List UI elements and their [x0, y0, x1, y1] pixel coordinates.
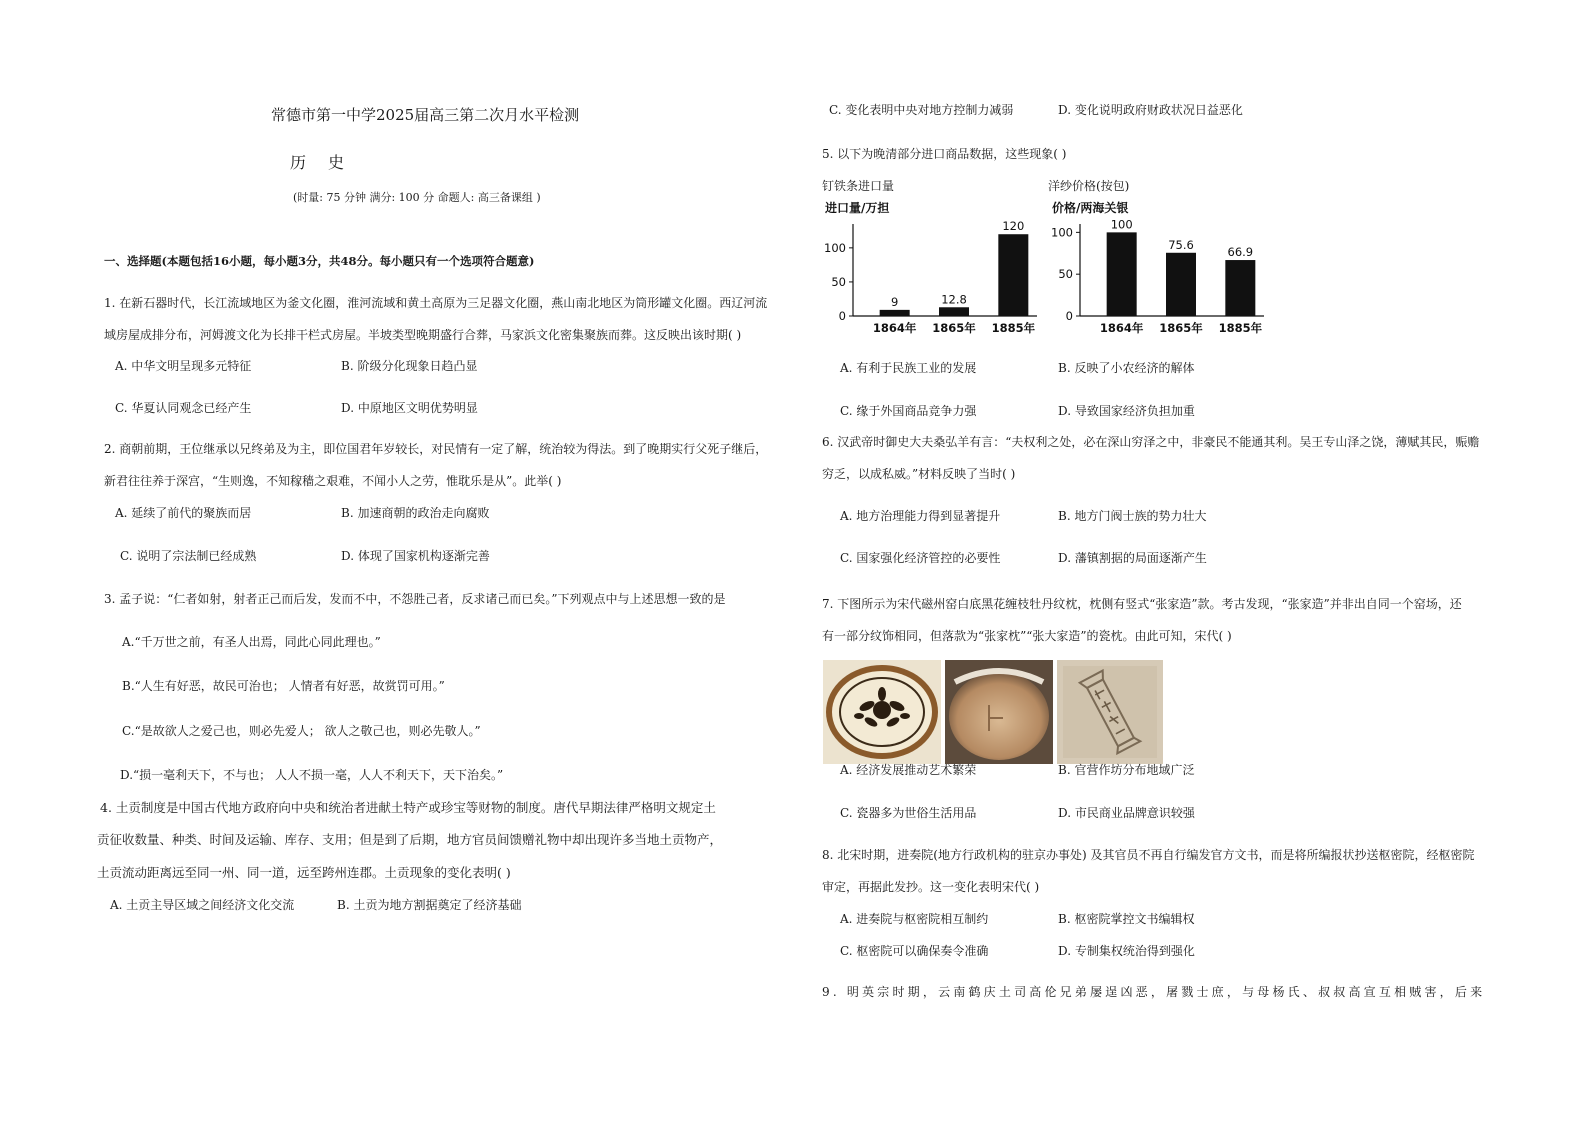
option-c[interactable]: C. 瓷器多为世俗生活用品	[840, 806, 977, 820]
x-tick-label: 1865年	[932, 321, 976, 335]
option-d[interactable]: D. 专制集权统治得到强化	[1058, 944, 1195, 958]
option-d[interactable]: D. 藩镇割据的局面逐渐产生	[1058, 551, 1207, 565]
option-a[interactable]: A. 地方治理能力得到显著提升	[840, 509, 1001, 523]
option-c[interactable]: C. 枢密院可以确保奏令准确	[840, 944, 989, 958]
pillow-top-image	[823, 660, 941, 764]
option-d[interactable]: D. 导致国家经济负担加重	[1058, 404, 1195, 418]
option-c[interactable]: C. 缘于外国商品竞争力强	[840, 404, 977, 418]
y-tick-label: 100	[824, 240, 846, 255]
option-b[interactable]: B. 枢密院掌控文书编辑权	[1058, 912, 1195, 926]
option-b[interactable]: B. 加速商朝的政治走向腐败	[341, 506, 490, 520]
bar	[880, 310, 910, 316]
option-c[interactable]: C.“是故欲人之爱己也，则必先爱人； 欲人之敬己也，则必先敬人。”	[122, 724, 481, 738]
option-d[interactable]: D. 市民商业品牌意识较强	[1058, 806, 1195, 820]
question-stem: 贡征收数量、种类、时间及运输、库存、支用；但是到了后期，地方官员间馈赠礼物中却出现许多当地土贡物产，	[97, 832, 723, 847]
question-stem: 7. 下图所示为宋代磁州窑白底黑花缠枝牡丹纹枕，枕侧有竖式“张家造”款。考古发现，“张家造”并非出自同一个窑场，还	[822, 597, 1462, 611]
section-heading: 一、选择题(本题包括16小题，每小题3分，共48分。每小题只有一个选项符合题意)	[104, 254, 535, 268]
y-tick-label: 100	[1051, 225, 1073, 240]
x-tick-label: 1885年	[991, 321, 1036, 335]
x-tick-label: 1864年	[1099, 321, 1144, 335]
bar	[1225, 260, 1255, 316]
question-stem: 审定，再据此发抄。这一变化表明宋代( )	[822, 880, 1040, 894]
option-c[interactable]: C. 华夏认同观念已经产生	[115, 401, 252, 415]
option-b[interactable]: B. 阶级分化现象日趋凸显	[341, 359, 478, 373]
option-d[interactable]: D.“损一毫利天下，不与也； 人人不损一毫，人人不利天下，天下治矣。”	[120, 768, 504, 782]
question-stem: 5. 以下为晚清部分进口商品数据，这些现象( )	[822, 147, 1067, 161]
chart-yarn-price	[1042, 196, 1272, 348]
chart-1-title: 钉铁条进口量	[822, 179, 895, 193]
x-tick-label: 1864年	[872, 321, 917, 335]
option-b[interactable]: B. 反映了小农经济的解体	[1058, 361, 1195, 375]
y-tick-label: 50	[1058, 267, 1073, 282]
bar	[1107, 232, 1137, 316]
question-stem: 6. 汉武帝时御史大夫桑弘羊有言：“夫权利之处，必在深山穷泽之中，非豪民不能通其利。吴王专山泽之饶，薄赋其民，赈赡	[822, 435, 1480, 449]
option-c[interactable]: C. 变化表明中央对地方控制力减弱	[829, 103, 1014, 117]
y-tick-label: 0	[1065, 309, 1073, 323]
chart-iron-imports	[815, 196, 1045, 348]
option-a[interactable]: A. 中华文明呈现多元特征	[115, 359, 252, 373]
bar-value-label: 75.6	[1168, 237, 1194, 252]
option-d[interactable]: D. 变化说明政府财政状况日益恶化	[1058, 103, 1243, 117]
bar-value-label: 12.8	[941, 292, 967, 307]
question-stem: 土贡流动距离远至同一州、同一道，远至跨州连郡。土贡现象的变化表明( )	[97, 865, 511, 880]
question-stem: 穷乏，以成私威。”材料反映了当时( )	[822, 467, 1016, 481]
option-d[interactable]: D. 体现了国家机构逐渐完善	[341, 549, 490, 563]
question-stem: 域房屋成排分布，河姆渡文化为长排干栏式房屋。半坡类型晚期盛行合葬，马家浜文化密集聚族而葬。这反映出该时期( )	[104, 328, 742, 342]
y-tick-label: 0	[838, 309, 846, 323]
option-a[interactable]: A.“千万世之前，有圣人出焉，同此心同此理也。”	[122, 635, 381, 649]
question-stem: 有一部分纹饰相同，但落款为“张家枕”“张大家造”的瓷枕。由此可知，宋代( )	[822, 629, 1232, 643]
option-a[interactable]: A. 经济发展推动艺术繁荣	[840, 763, 977, 777]
pillow-side-image	[945, 660, 1053, 764]
option-b[interactable]: B. 地方门阀士族的势力壮大	[1058, 509, 1207, 523]
option-c[interactable]: C. 国家强化经济管控的必要性	[840, 551, 1001, 565]
y-tick-label: 50	[831, 274, 846, 289]
question-stem: 8. 北宋时期，进奏院(地方行政机构的驻京办事处) 及其官员不再自行编发官方文书，而是将所编报状抄送枢密院，经枢密院	[822, 848, 1475, 862]
chart-ylabel: 价格/两海关银	[1052, 201, 1129, 215]
stamp-mark-image	[1057, 660, 1163, 764]
exam-meta: (时量: 75 分钟 满分: 100 分 命题人: 高三备课组 )	[293, 191, 541, 204]
option-c[interactable]: C. 说明了宗法制已经成熟	[120, 549, 257, 563]
chart-ylabel: 进口量/万担	[825, 201, 890, 215]
page-title: 常德市第一中学2025届高三第二次月水平检测	[271, 106, 580, 124]
question-stem: 9. 明英宗时期，云南鹤庆土司高伦兄弟屡逞凶恶，屠戮士庶，与母杨氏、叔叔高宣互相贼害，后来	[822, 985, 1486, 999]
question-stem: 新君往往养于深宫，“生则逸，不知稼穑之艰难，不闻小人之劳，惟耽乐是从”。此举( )	[104, 474, 562, 488]
option-a[interactable]: A. 延续了前代的聚族而居	[115, 506, 252, 520]
question-stem: 2. 商朝前期，王位继承以兄终弟及为主，即位国君年岁较长，对民情有一定了解，统治较为得法。到了晚期实行父死子继后，	[104, 442, 768, 456]
question-stem: 3. 孟子说：“仁者如射，射者正己而后发，发而不中，不怨胜己者，反求诸己而已矣。”下列观点中与上述思想一致的是	[104, 592, 726, 606]
option-d[interactable]: D. 中原地区文明优势明显	[341, 401, 478, 415]
chart-2-title: 洋纱价格(按包)	[1048, 179, 1130, 193]
bar-value-label: 120	[1002, 219, 1025, 234]
option-a[interactable]: A. 有利于民族工业的发展	[840, 361, 977, 375]
question-stem: 4. 土贡制度是中国古代地方政府向中央和统治者进献土特产或珍宝等财物的制度。唐代早期法律严格明文规定土	[100, 800, 716, 815]
option-b[interactable]: B.“人生有好恶，故民可治也； 人情者有好恶，故赏罚可用。”	[122, 679, 445, 693]
bar	[939, 307, 969, 316]
question-stem: 1. 在新石器时代，长江流域地区为釜文化圈，淮河流域和黄土高原为三足器文化圈，燕山南北地区为筒形罐文化圈。西辽河流	[104, 296, 768, 310]
x-tick-label: 1865年	[1159, 321, 1203, 335]
bar	[998, 234, 1028, 316]
option-a[interactable]: A. 土贡主导区域之间经济文化交流	[110, 898, 295, 912]
option-a[interactable]: A. 进奏院与枢密院相互制约	[840, 912, 989, 926]
bar-value-label: 9	[891, 294, 899, 309]
bar	[1166, 253, 1196, 316]
bar-value-label: 100	[1110, 217, 1133, 232]
x-tick-label: 1885年	[1218, 321, 1263, 335]
subject-title: 历史	[290, 153, 367, 172]
bar-value-label: 66.9	[1227, 245, 1254, 260]
option-b[interactable]: B. 官营作坊分布地域广泛	[1058, 763, 1195, 777]
option-b[interactable]: B. 土贡为地方割据奠定了经济基础	[337, 898, 522, 912]
